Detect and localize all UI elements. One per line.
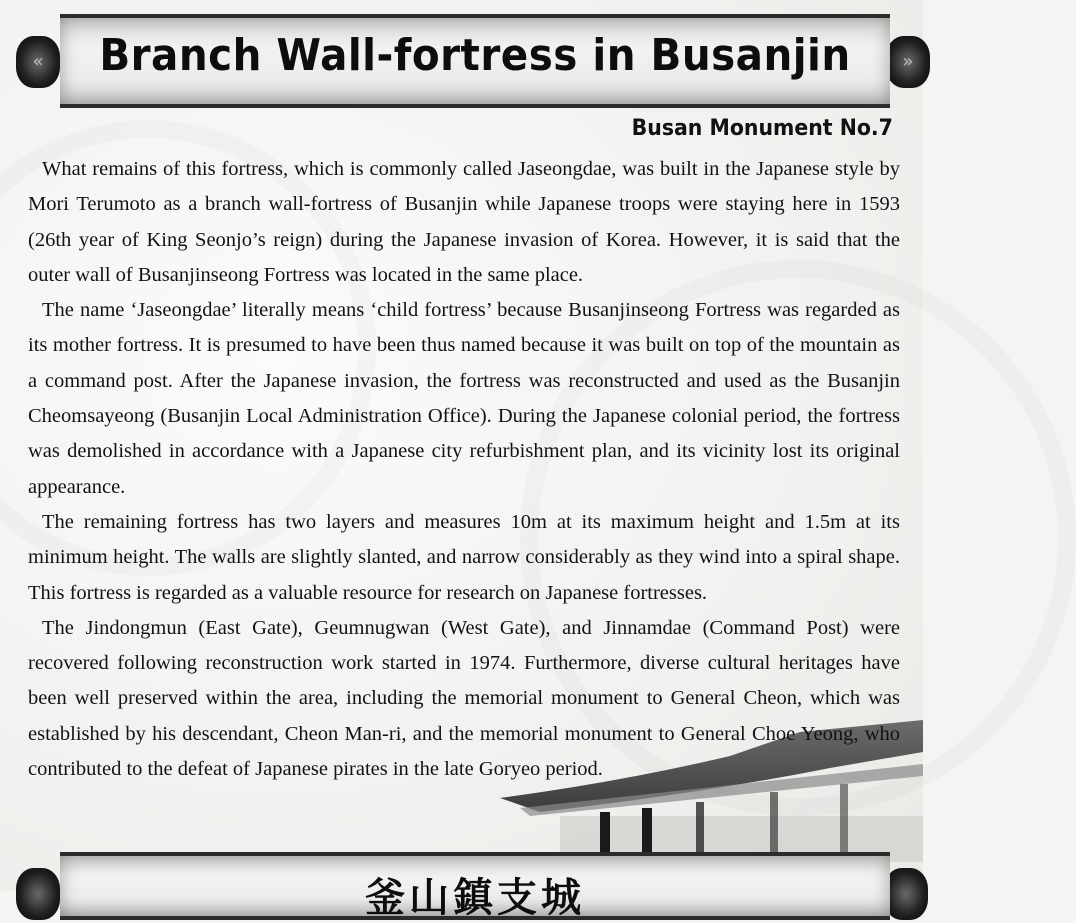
sign-title: Branch Wall-fortress in Busanjin bbox=[99, 30, 851, 81]
title-banner bbox=[60, 14, 890, 108]
paragraph: The Jindongmun (East Gate), Geumnugwan (West Gate), and Jinnamdae (Command Post) were recovered following reconstruction work started in 1974. Furthermore, diverse cultural heritages have been well preserved within the area, including the memorial monument to General Cheon, which was established by his descendant, Cheon Man-ri, and the memorial monument to General Choe Yeong, who contributed to the defeat of Japanese pirates in the late Goryeo period. bbox=[28, 616, 900, 781]
description-text bbox=[28, 152, 900, 787]
chinese-title: 釜山鎮支城 bbox=[365, 875, 585, 921]
chinese-title-banner bbox=[60, 852, 890, 920]
scroll-roll-left-icon: « bbox=[16, 36, 60, 88]
paragraph: The name ‘Jaseongdae’ literally means ‘child fortress’ because Busanjinseong Fortress was regarded as its mother fortress. It is presumed to have been thus named because it was built on top of the mountain as a command post. After the Japanese invasion, the fortress was reconstructed and used as the Busanjin Cheomsayeong (Busanjin Local Administration Office). During the Japanese colonial period, the fortress was demolished in accordance with a Japanese city refurbishment plan, and its vicinity lost its original appearance. bbox=[28, 299, 900, 498]
monument-number: Busan Monument No.7 bbox=[631, 116, 893, 141]
scroll-roll-left-icon bbox=[16, 868, 60, 920]
paragraph: What remains of this fortress, which is commonly called Jaseongdae, was built in the Japanese style by Mori Terumoto as a branch wall-fortress of Busanjin while Japanese troops were staying here in 1593 (26th year of King Seonjo’s reign) during the Japanese invasion of Korea. However, it is said that the outer wall of Busanjinseong Fortress was located in the same place. bbox=[28, 158, 900, 286]
scroll-roll-right-icon bbox=[884, 868, 928, 920]
scroll-roll-right-icon: » bbox=[886, 36, 930, 88]
paragraph: The remaining fortress has two layers and measures 10m at its maximum height and 1.5m at its minimum height. The walls are slightly slanted, and narrow considerably as they wind into a spiral shape. This fortress is regarded as a valuable resource for research on Japanese fortresses. bbox=[28, 510, 900, 604]
